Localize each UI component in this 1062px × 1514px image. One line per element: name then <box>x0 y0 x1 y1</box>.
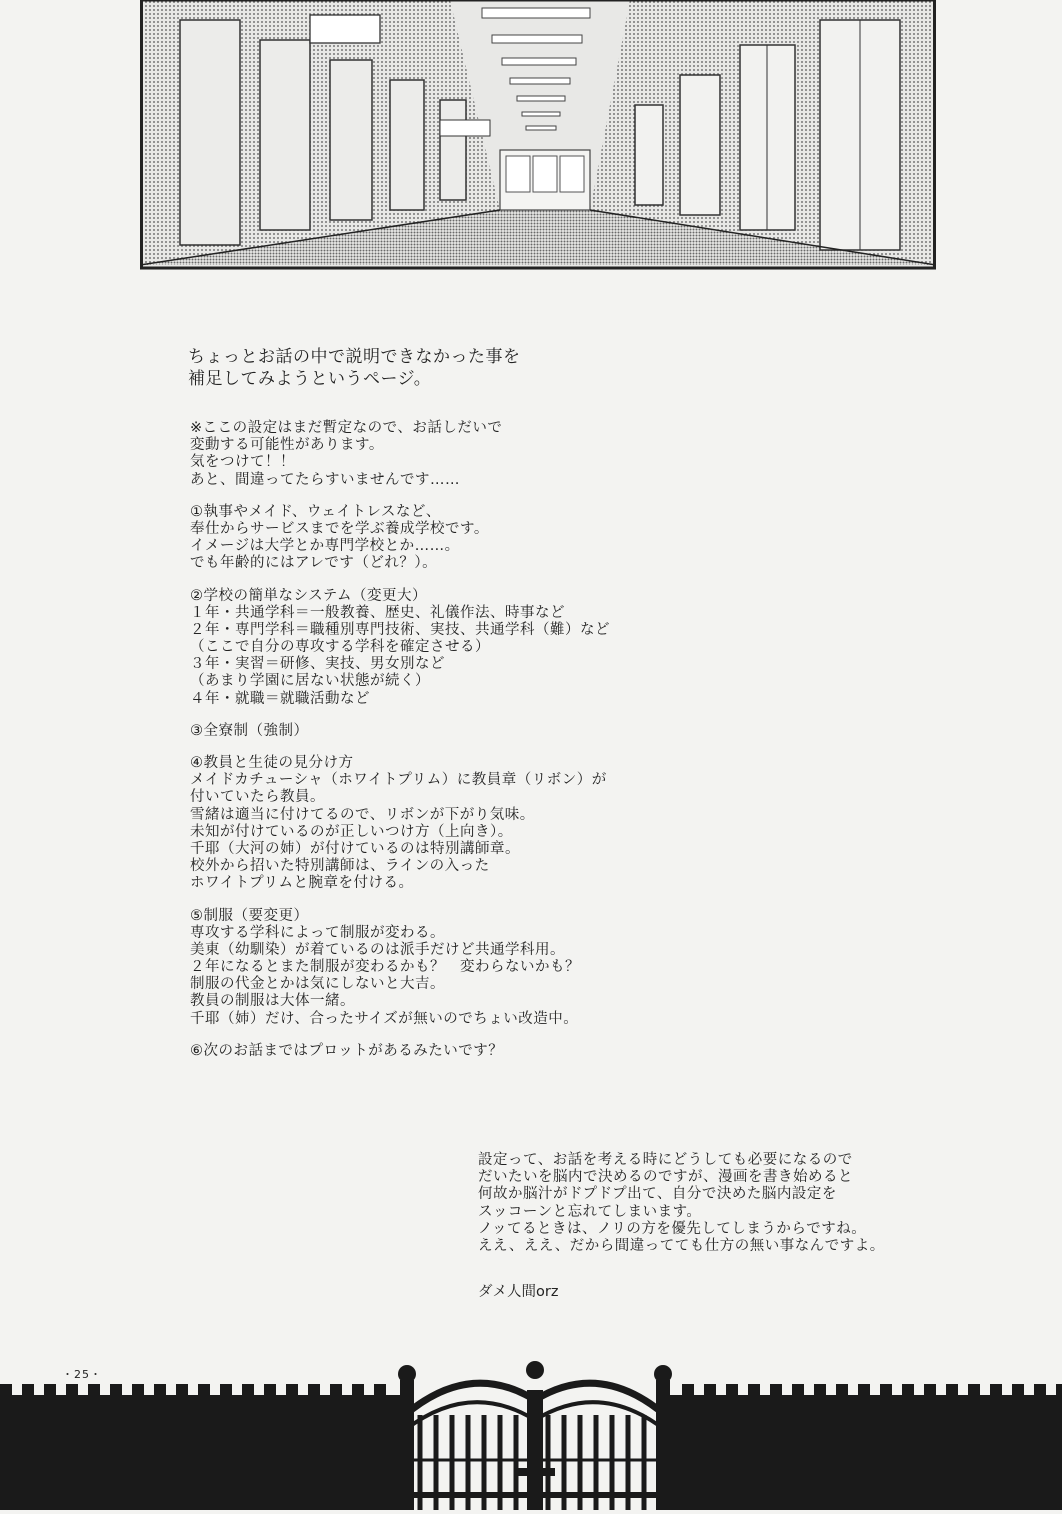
afterword-line: ノッてるときは、ノリの方を優先してしまうからですね。 <box>478 1220 867 1237</box>
page-number: ・25・ <box>62 1368 102 1381</box>
spacer <box>190 489 610 504</box>
note-line: 奉仕からサービスまでを学ぶ養成学校です。 <box>190 520 489 537</box>
note-line: 未知が付けているのが正しいつけ方（上向き）。 <box>190 823 513 840</box>
afterword-line: ええ、ええ、だから間違ってても仕方の無い事なんですよ。 <box>478 1237 885 1254</box>
note-line: 制服の代金とかは気にしないと大吉。 <box>190 976 445 993</box>
note-line: ２年になるとまた制服が変わるかも？ 変わらないかも？ <box>190 959 580 976</box>
afterword-line: 設定って、お話を考える時にどうしても必要になるので <box>478 1152 853 1168</box>
note-line: ※ここの設定はまだ暫定なので、お話しだいで <box>190 420 503 436</box>
note-line: 付いていたら教員。 <box>190 789 325 806</box>
gate-footer-decoration <box>0 1360 1062 1510</box>
note-line: ３年・実習＝研修、実技、男女別など <box>190 656 445 673</box>
spacer <box>190 740 610 755</box>
note-line: １年・共通学科＝一般教養、歴史、礼儀作法、時事など <box>190 604 565 621</box>
note-line: 変動する可能性があります。 <box>190 437 384 454</box>
afterword-text <box>478 1152 885 1255</box>
note-line: ③全寮制（強制） <box>190 722 309 739</box>
intro-text <box>188 346 521 390</box>
afterword-line: 何故か脳汁がドプドプ出て、自分で決めた脳内設定を <box>478 1186 837 1203</box>
author-signature: ダメ人間orz <box>478 1284 559 1300</box>
note-line: でも年齢的にはアレです（どれ？）。 <box>190 555 438 572</box>
note-line: 校外から招いた特別講師は、ラインの入った <box>190 858 490 875</box>
note-line: 気をつけて！！ <box>190 454 295 471</box>
afterword-line: だいたいを脳内で決めるのですが、漫画を書き始めると <box>478 1169 853 1186</box>
note-line: ４年・就職＝就職活動など <box>190 690 370 707</box>
note-line: ④教員と生徒の見分け方 <box>190 755 354 771</box>
note-line: ２年・専門学科＝職種別専門技術、実技、共通学科（難）など <box>190 621 610 638</box>
spacer <box>190 1028 610 1043</box>
note-line: あと、間違ってたらすいませんです…… <box>190 471 460 488</box>
note-line: 雪緒は適当に付けてるので、リボンが下がり気味。 <box>190 806 535 823</box>
note-line: 専攻する学科によって制服が変わる。 <box>190 924 445 941</box>
note-line: メイドカチューシャ（ホワイトプリム）に教員章（リボン）が <box>190 772 607 789</box>
corridor-illustration <box>140 0 936 270</box>
note-line: 教員の制服は大体一緒。 <box>190 993 355 1010</box>
note-line: ②学校の簡単なシステム（変更大） <box>190 587 428 604</box>
spacer <box>190 893 610 908</box>
note-line: ①執事やメイド、ウェイトレスなど、 <box>190 503 441 520</box>
afterword-line: スッコーンと忘れてしまいます。 <box>478 1203 702 1220</box>
note-line: ホワイトプリムと腕章を付ける。 <box>190 875 414 892</box>
note-line: イメージは大学とか専門学校とか……。 <box>190 538 460 555</box>
note-line: 千耶（大河の姉）が付けているのは特別講師章。 <box>190 840 520 857</box>
intro-line: 補足してみようというページ。 <box>188 369 432 389</box>
note-line: ⑤制服（要変更） <box>190 907 309 924</box>
note-line: ⑥次のお話まではプロットがあるみたいです？ <box>190 1042 504 1059</box>
spacer <box>190 708 610 723</box>
note-line: （あまり学園に居ない状態が続く） <box>190 673 430 690</box>
intro-line: ちょっとお話の中で説明できなかった事を <box>188 347 521 367</box>
note-line: （ここで自分の専攻する学科を確定させる） <box>190 639 490 656</box>
note-line: 美東（幼馴染）が着ているのは派手だけど共通学科用。 <box>190 941 565 958</box>
spacer <box>190 573 610 588</box>
settings-notes <box>190 420 610 1060</box>
note-line: 千耶（姉）だけ、合ったサイズが無いのでちょい改造中。 <box>190 1010 579 1027</box>
